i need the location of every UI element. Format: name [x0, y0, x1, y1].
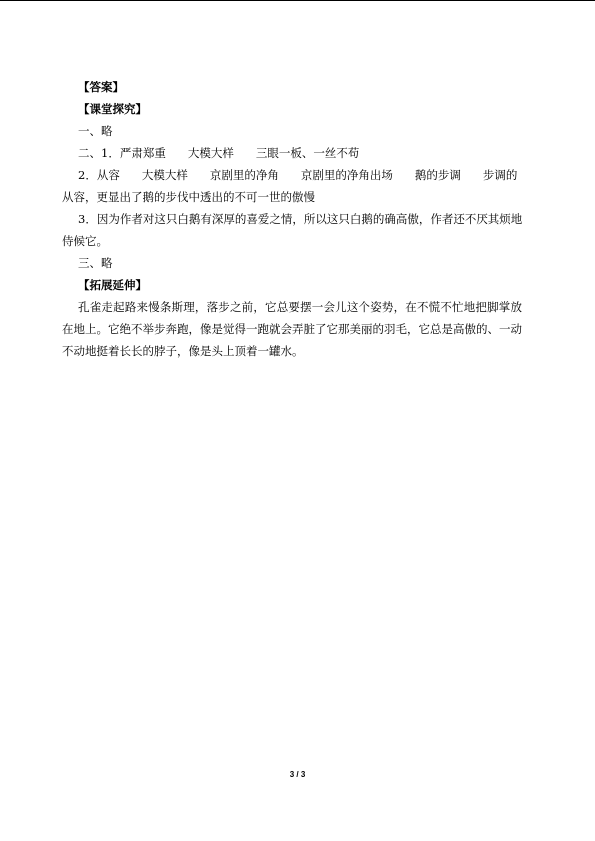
item-two-2-answer-a: 大模大样	[141, 168, 188, 182]
item-two-2-answer-c: 京剧里的净角出场	[300, 168, 393, 182]
top-rule	[0, 0, 595, 1]
extension-paragraph: 孔雀走起路来慢条斯理，落步之前，它总要摆一会儿这个姿势，在不慌不忙地把脚掌放在地上。它绝不举步奔跑，像是觉得一跑就会弄脏了它那美丽的羽毛，它总是高傲的、一动不动地挺着长长的脖子，像是头上顶着一罐水。	[62, 300, 522, 358]
item-two-3: 3．因为作者对这只白鹅有深厚的喜爱之情，所以这只白鹅的确高傲，作者还不厌其烦地	[78, 212, 523, 226]
item-three: 三、略	[78, 256, 113, 270]
answer-heading: 【答案】	[78, 80, 124, 94]
item-two-1-answer-b: 大模大样	[187, 146, 234, 160]
extension-heading: 【拓展延伸】	[78, 278, 147, 292]
item-two-2-answer-b: 京剧里的净角	[209, 168, 279, 182]
item-one: 一、略	[78, 124, 113, 138]
page-number: 3 / 3	[289, 770, 306, 779]
item-two-1-prefix: 二、1．	[78, 146, 120, 160]
class-exploration-heading: 【课堂探究】	[78, 102, 147, 116]
item-two-1-answer-c: 三眼一板、一丝不苟	[255, 146, 360, 160]
item-two-2-continuation: 从容，更显出了鹅的步伐中透出的不可一世的傲慢	[62, 190, 315, 204]
item-two-1	[62, 142, 522, 164]
item-two-2-answer-d: 鹅的步调	[414, 168, 461, 182]
document-body	[62, 76, 522, 362]
item-two-2-answer-e: 步调的	[482, 168, 518, 182]
item-two-2	[62, 164, 522, 186]
item-two-3-continuation: 侍候它。	[62, 234, 108, 248]
item-two-1-answer-a: 严肃郑重	[119, 146, 166, 160]
item-two-2-prefix: 2．从容	[78, 168, 120, 182]
